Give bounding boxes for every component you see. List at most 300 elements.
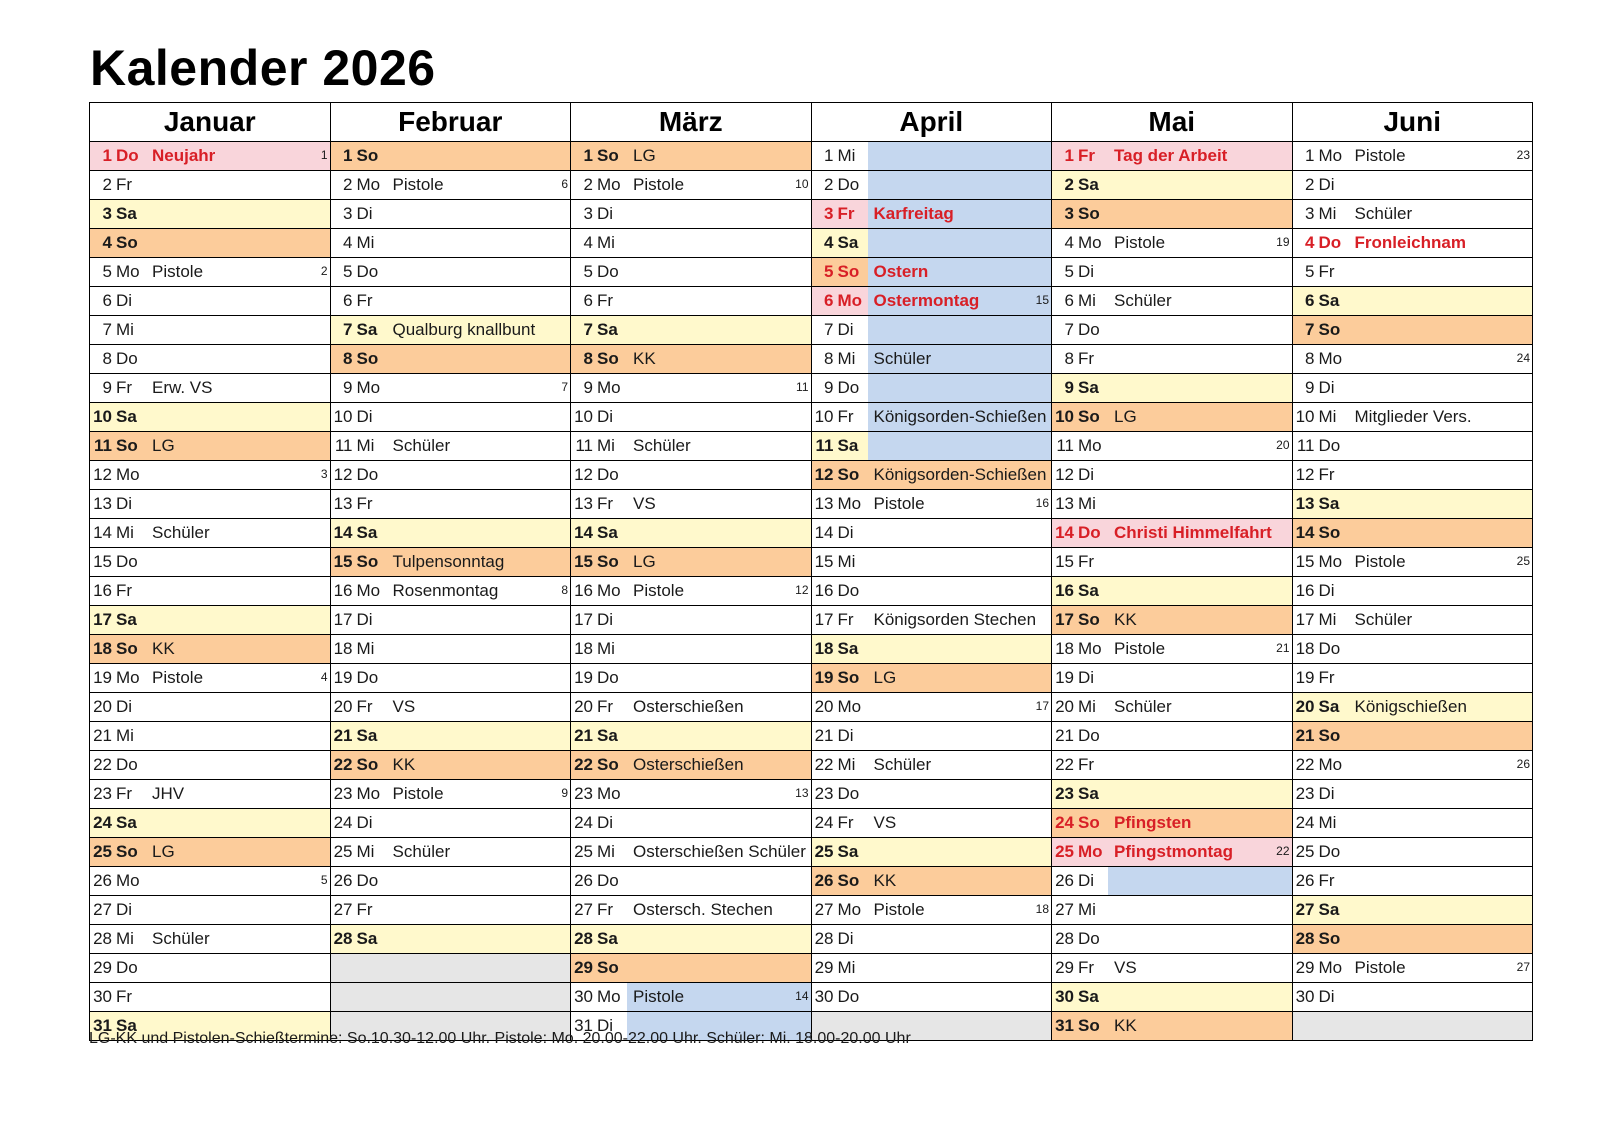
day-cell bbox=[811, 983, 1052, 1012]
event-label: Schüler bbox=[873, 755, 932, 774]
event-label: Osterschießen Schüler bbox=[633, 842, 806, 861]
weekday-label: Di bbox=[356, 407, 373, 426]
event-label bbox=[146, 316, 330, 344]
weekday-label: So bbox=[1318, 929, 1341, 948]
weekday-label: Di bbox=[116, 291, 133, 310]
calendar-row bbox=[90, 780, 1533, 809]
event-label bbox=[1349, 925, 1533, 953]
day-number: 2 bbox=[1305, 175, 1315, 194]
day-number: 28 bbox=[1295, 929, 1315, 948]
day-cell bbox=[1292, 200, 1533, 229]
weekday-label: Mo bbox=[356, 581, 381, 600]
event-label bbox=[387, 287, 571, 315]
day-cell bbox=[1052, 287, 1293, 316]
day-number: 23 bbox=[333, 784, 353, 803]
month-header-row bbox=[90, 103, 1533, 142]
event-label bbox=[387, 345, 571, 373]
day-cell bbox=[330, 403, 571, 432]
event-label: Pistole bbox=[627, 983, 811, 1011]
day-cell bbox=[811, 896, 1052, 925]
event-label bbox=[1108, 490, 1292, 518]
weekday-label: Mo bbox=[1078, 639, 1102, 658]
day-number: 15 bbox=[1055, 552, 1074, 571]
day-number: 15 bbox=[93, 552, 112, 571]
day-number: 24 bbox=[1295, 813, 1315, 832]
event-label bbox=[146, 229, 330, 257]
weekday-label: Di bbox=[837, 929, 854, 948]
day-number: 23 bbox=[814, 784, 834, 803]
day-number: 15 bbox=[574, 552, 593, 571]
weekday-label: Di bbox=[356, 610, 373, 629]
calendar-row bbox=[90, 693, 1533, 722]
day-number: 19 bbox=[814, 668, 834, 687]
day-cell bbox=[330, 374, 571, 403]
day-number: 30 bbox=[1295, 987, 1315, 1006]
calendar-row bbox=[90, 316, 1533, 345]
day-number: 7 bbox=[102, 320, 112, 339]
event-label bbox=[146, 722, 330, 750]
day-cell bbox=[1292, 171, 1533, 200]
day-cell bbox=[1052, 403, 1293, 432]
day-cell bbox=[330, 693, 571, 722]
weekday-label: Sa bbox=[1318, 291, 1340, 310]
weekday-label: Fr bbox=[597, 291, 614, 310]
weekday-label: Mo bbox=[837, 494, 862, 513]
day-cell bbox=[571, 171, 812, 200]
day-cell bbox=[1052, 490, 1293, 519]
day-cell bbox=[1292, 229, 1533, 258]
event-label bbox=[1108, 200, 1292, 228]
day-cell bbox=[1292, 983, 1533, 1012]
weekday-label: Do bbox=[837, 581, 860, 600]
event-label bbox=[1108, 780, 1292, 808]
day-cell bbox=[1052, 780, 1293, 809]
event-label bbox=[1349, 171, 1533, 199]
day-cell bbox=[1292, 403, 1533, 432]
day-number: 10 bbox=[814, 407, 834, 426]
day-cell bbox=[1292, 519, 1533, 548]
weekday-label: Sa bbox=[356, 523, 378, 542]
day-cell bbox=[1052, 838, 1293, 867]
day-cell bbox=[571, 345, 812, 374]
weekday-label: Di bbox=[837, 726, 854, 745]
weekday-label: Do bbox=[356, 871, 379, 890]
day-cell bbox=[1292, 722, 1533, 751]
weekday-label: Fr bbox=[837, 813, 854, 832]
event-label bbox=[868, 780, 1052, 808]
event-label: Erw. VS bbox=[152, 378, 213, 397]
day-number: 25 bbox=[574, 842, 593, 861]
day-number: 25 bbox=[93, 842, 112, 861]
event-label: Schüler bbox=[1114, 291, 1172, 310]
event-label bbox=[1349, 374, 1533, 402]
day-number: 21 bbox=[333, 726, 353, 745]
day-number: 6 bbox=[824, 291, 834, 310]
day-cell bbox=[330, 548, 571, 577]
weekday-label: Di bbox=[1318, 784, 1335, 803]
weekday-label: Mi bbox=[116, 726, 134, 745]
day-cell bbox=[330, 229, 571, 258]
day-cell bbox=[330, 722, 571, 751]
day-number: 1 bbox=[583, 146, 593, 165]
weekday-label: So bbox=[356, 349, 379, 368]
day-cell bbox=[811, 925, 1052, 954]
event-label: LG bbox=[633, 552, 656, 571]
event-label: JHV bbox=[152, 784, 185, 803]
event-label bbox=[146, 287, 330, 315]
day-number: 27 bbox=[574, 900, 593, 919]
day-cell bbox=[1052, 432, 1293, 461]
weekday-label: Mi bbox=[1318, 610, 1337, 629]
day-cell bbox=[90, 722, 331, 751]
day-cell bbox=[1052, 316, 1293, 345]
event-label: Ostersch. Stechen bbox=[633, 900, 773, 919]
day-cell bbox=[1052, 954, 1293, 983]
calendar-row bbox=[90, 838, 1533, 867]
event-label bbox=[1108, 374, 1292, 402]
day-cell bbox=[90, 345, 331, 374]
day-number: 24 bbox=[93, 813, 112, 832]
event-label: Pistole bbox=[1114, 639, 1166, 658]
calendar-row bbox=[90, 142, 1533, 171]
event-label bbox=[868, 722, 1052, 750]
event-label bbox=[1349, 780, 1533, 808]
weekday-label: Mo bbox=[1318, 349, 1343, 368]
event-label bbox=[868, 171, 1052, 199]
week-number: 3 bbox=[320, 467, 328, 481]
weekday-label: So bbox=[1318, 726, 1341, 745]
weekday-label: Fr bbox=[597, 900, 614, 919]
event-label bbox=[146, 461, 330, 489]
day-number: 18 bbox=[574, 639, 593, 658]
weekday-label: Mi bbox=[597, 639, 615, 658]
day-cell bbox=[1052, 171, 1293, 200]
weekday-label: Mo bbox=[1078, 842, 1103, 861]
event-label bbox=[146, 954, 330, 982]
week-number: 21 bbox=[1276, 641, 1290, 655]
event-label bbox=[868, 925, 1052, 953]
weekday-label: Mo bbox=[837, 900, 862, 919]
weekday-label: Sa bbox=[1318, 494, 1340, 513]
day-number: 8 bbox=[1305, 349, 1315, 368]
weekday-label: Sa bbox=[356, 929, 378, 948]
event-label: LG bbox=[152, 842, 175, 861]
weekday-label: Mi bbox=[837, 552, 856, 571]
weekday-label: Fr bbox=[356, 900, 373, 919]
day-number: 29 bbox=[814, 958, 834, 977]
event-label bbox=[387, 635, 571, 663]
day-cell bbox=[90, 809, 331, 838]
calendar-row bbox=[90, 635, 1533, 664]
weekday-label: Fr bbox=[356, 494, 373, 513]
day-cell bbox=[811, 229, 1052, 258]
week-number: 1 bbox=[320, 148, 328, 162]
event-label: Pistole bbox=[1114, 233, 1166, 252]
week-number: 15 bbox=[1035, 293, 1049, 307]
day-number: 11 bbox=[1056, 436, 1074, 455]
event-label bbox=[146, 345, 330, 373]
event-label: Qualburg knallbunt bbox=[392, 320, 536, 339]
weekday-label: So bbox=[837, 668, 860, 687]
day-number: 28 bbox=[814, 929, 834, 948]
event-label: KK bbox=[1114, 610, 1137, 629]
day-number: 12 bbox=[93, 465, 112, 484]
weekday-label: Do bbox=[1078, 929, 1100, 948]
weekday-label: Di bbox=[116, 697, 133, 716]
weekday-label: Di bbox=[837, 320, 854, 339]
day-cell bbox=[811, 461, 1052, 490]
event-label bbox=[146, 693, 330, 721]
weekday-label: Mi bbox=[356, 842, 375, 861]
event-label bbox=[627, 664, 811, 692]
day-number: 27 bbox=[333, 900, 353, 919]
day-number: 17 bbox=[1055, 610, 1074, 629]
day-cell bbox=[571, 142, 812, 171]
day-cell bbox=[90, 867, 331, 896]
day-number: 28 bbox=[333, 929, 353, 948]
weekday-label: Di bbox=[116, 900, 133, 919]
event-label bbox=[387, 142, 571, 170]
event-label bbox=[627, 229, 811, 257]
week-number: 23 bbox=[1516, 148, 1530, 162]
day-number: 2 bbox=[1064, 175, 1074, 194]
weekday-label: Mo bbox=[597, 175, 621, 194]
day-number: 7 bbox=[583, 320, 593, 339]
event-label bbox=[1108, 722, 1292, 750]
day-number: 5 bbox=[1064, 262, 1074, 281]
day-number: 13 bbox=[574, 494, 593, 513]
day-cell bbox=[571, 548, 812, 577]
day-cell bbox=[811, 142, 1052, 171]
weekday-label: So bbox=[597, 349, 619, 368]
event-label bbox=[1108, 983, 1292, 1011]
day-cell bbox=[811, 954, 1052, 983]
weekday-label: Mo bbox=[597, 581, 621, 600]
event-label: LG bbox=[633, 146, 656, 165]
weekday-label: Di bbox=[597, 1016, 614, 1035]
day-number: 13 bbox=[1295, 494, 1315, 513]
weekday-label: Mo bbox=[116, 465, 140, 484]
day-cell bbox=[330, 896, 571, 925]
day-number: 3 bbox=[1305, 204, 1315, 223]
event-label bbox=[1108, 432, 1292, 460]
day-cell bbox=[330, 838, 571, 867]
weekday-label: So bbox=[1318, 320, 1341, 339]
day-number: 22 bbox=[814, 755, 834, 774]
day-number: 17 bbox=[574, 610, 593, 629]
weekday-label: Do bbox=[116, 958, 138, 977]
event-label: Königsorden-Schießen bbox=[868, 403, 1052, 431]
calendar-row bbox=[90, 954, 1533, 983]
day-number: 26 bbox=[1295, 871, 1315, 890]
day-cell bbox=[571, 316, 812, 345]
day-number: 6 bbox=[583, 291, 593, 310]
weekday-label: Mo bbox=[597, 784, 621, 803]
weekday-label: Mo bbox=[1318, 146, 1343, 165]
day-cell bbox=[90, 780, 331, 809]
weekday-label: Sa bbox=[837, 436, 859, 455]
event-label bbox=[627, 316, 811, 344]
day-number: 17 bbox=[814, 610, 834, 629]
day-cell bbox=[1292, 345, 1533, 374]
event-label bbox=[1349, 461, 1533, 489]
event-label bbox=[146, 490, 330, 518]
weekday-label: Mi bbox=[1318, 204, 1337, 223]
day-cell bbox=[571, 258, 812, 287]
day-cell bbox=[571, 867, 812, 896]
day-number: 15 bbox=[333, 552, 353, 571]
day-cell bbox=[1052, 577, 1293, 606]
event-label: Pistole bbox=[873, 494, 925, 513]
day-number: 21 bbox=[1055, 726, 1074, 745]
day-number: 1 bbox=[102, 146, 112, 165]
day-cell bbox=[811, 606, 1052, 635]
weekday-label: Do bbox=[1078, 320, 1100, 339]
day-cell bbox=[811, 577, 1052, 606]
day-cell bbox=[1292, 316, 1533, 345]
day-cell bbox=[811, 693, 1052, 722]
week-number: 9 bbox=[561, 786, 568, 800]
day-cell bbox=[1052, 1012, 1293, 1041]
day-cell bbox=[1052, 693, 1293, 722]
day-cell bbox=[1292, 606, 1533, 635]
day-cell bbox=[330, 809, 571, 838]
day-cell bbox=[90, 403, 331, 432]
day-cell bbox=[571, 954, 812, 983]
weekday-label: Sa bbox=[356, 726, 378, 745]
weekday-label: Sa bbox=[837, 233, 859, 252]
day-cell bbox=[571, 722, 812, 751]
week-number: 14 bbox=[795, 989, 809, 1003]
event-label bbox=[1349, 635, 1533, 663]
event-label bbox=[387, 229, 571, 257]
day-number: 9 bbox=[583, 378, 593, 397]
day-number: 17 bbox=[333, 610, 353, 629]
day-number: 13 bbox=[814, 494, 834, 513]
day-number: 11 bbox=[94, 436, 112, 455]
event-label bbox=[868, 432, 1052, 460]
day-number: 23 bbox=[574, 784, 593, 803]
event-label bbox=[146, 171, 330, 199]
day-number: 16 bbox=[1295, 581, 1315, 600]
event-label bbox=[146, 751, 330, 779]
day-cell bbox=[1052, 374, 1293, 403]
day-number: 30 bbox=[814, 987, 834, 1006]
week-number: 18 bbox=[1035, 902, 1049, 916]
event-label bbox=[627, 635, 811, 663]
day-cell bbox=[90, 635, 331, 664]
event-label: Ostern bbox=[868, 258, 1052, 286]
day-cell bbox=[571, 490, 812, 519]
day-number: 24 bbox=[574, 813, 593, 832]
day-number: 7 bbox=[824, 320, 834, 339]
event-label bbox=[1108, 896, 1292, 924]
day-cell bbox=[1292, 577, 1533, 606]
week-number: 20 bbox=[1276, 438, 1290, 452]
day-number: 8 bbox=[1064, 349, 1074, 368]
day-number: 18 bbox=[1055, 639, 1074, 658]
day-cell bbox=[1292, 432, 1533, 461]
day-number: 8 bbox=[824, 349, 834, 368]
day-number: 14 bbox=[93, 523, 112, 542]
day-cell bbox=[90, 925, 331, 954]
day-cell bbox=[90, 751, 331, 780]
day-cell bbox=[90, 229, 331, 258]
day-cell bbox=[571, 200, 812, 229]
weekday-label: Mi bbox=[837, 958, 856, 977]
day-number: 26 bbox=[1055, 871, 1074, 890]
weekday-label: Do bbox=[116, 146, 139, 165]
day-cell bbox=[1052, 896, 1293, 925]
week-number: 10 bbox=[795, 177, 809, 191]
day-cell bbox=[330, 780, 571, 809]
day-number: 30 bbox=[574, 987, 593, 1006]
event-label: Pistole bbox=[152, 668, 204, 687]
day-number: 29 bbox=[574, 958, 593, 977]
day-cell bbox=[811, 287, 1052, 316]
weekday-label: So bbox=[356, 552, 379, 571]
weekday-label: So bbox=[116, 842, 138, 861]
event-label: VS bbox=[873, 813, 897, 832]
day-number: 14 bbox=[1055, 523, 1074, 542]
weekday-label: Do bbox=[597, 871, 619, 890]
day-cell bbox=[90, 432, 331, 461]
day-number: 20 bbox=[574, 697, 593, 716]
weekday-label: Di bbox=[597, 407, 614, 426]
day-number: 20 bbox=[333, 697, 353, 716]
weekday-label: Mi bbox=[116, 320, 134, 339]
weekday-label: Fr bbox=[356, 291, 373, 310]
weekday-label: Sa bbox=[1078, 987, 1099, 1006]
day-cell bbox=[1052, 809, 1293, 838]
empty-day-cell bbox=[1292, 1012, 1533, 1041]
day-cell bbox=[811, 722, 1052, 751]
calendar-row bbox=[90, 461, 1533, 490]
day-number: 10 bbox=[93, 407, 112, 426]
day-cell bbox=[90, 374, 331, 403]
weekday-label: So bbox=[597, 958, 619, 977]
weekday-label: Di bbox=[597, 204, 614, 223]
day-number: 20 bbox=[1295, 697, 1315, 716]
event-label: Königsorden Stechen bbox=[873, 610, 1037, 629]
day-cell bbox=[90, 171, 331, 200]
day-number: 5 bbox=[824, 262, 834, 281]
day-cell bbox=[811, 635, 1052, 664]
week-number: 22 bbox=[1276, 844, 1290, 858]
day-cell bbox=[811, 519, 1052, 548]
day-cell bbox=[1292, 664, 1533, 693]
day-cell bbox=[1052, 722, 1293, 751]
weekday-label: Fr bbox=[1318, 668, 1335, 687]
weekday-label: Sa bbox=[597, 523, 618, 542]
calendar-row bbox=[90, 345, 1533, 374]
event-label: Schüler bbox=[392, 436, 451, 455]
event-label bbox=[868, 519, 1052, 547]
weekday-label: So bbox=[837, 262, 860, 281]
day-number: 9 bbox=[102, 378, 112, 397]
day-cell bbox=[1052, 200, 1293, 229]
day-number: 18 bbox=[1295, 639, 1315, 658]
day-cell bbox=[571, 751, 812, 780]
event-label bbox=[387, 867, 571, 895]
day-cell bbox=[1052, 519, 1293, 548]
event-label bbox=[1349, 519, 1533, 547]
day-number: 9 bbox=[1064, 378, 1074, 397]
day-cell bbox=[1052, 345, 1293, 374]
weekday-label: So bbox=[597, 552, 619, 571]
event-label: VS bbox=[633, 494, 656, 513]
weekday-label: Fr bbox=[1318, 871, 1335, 890]
